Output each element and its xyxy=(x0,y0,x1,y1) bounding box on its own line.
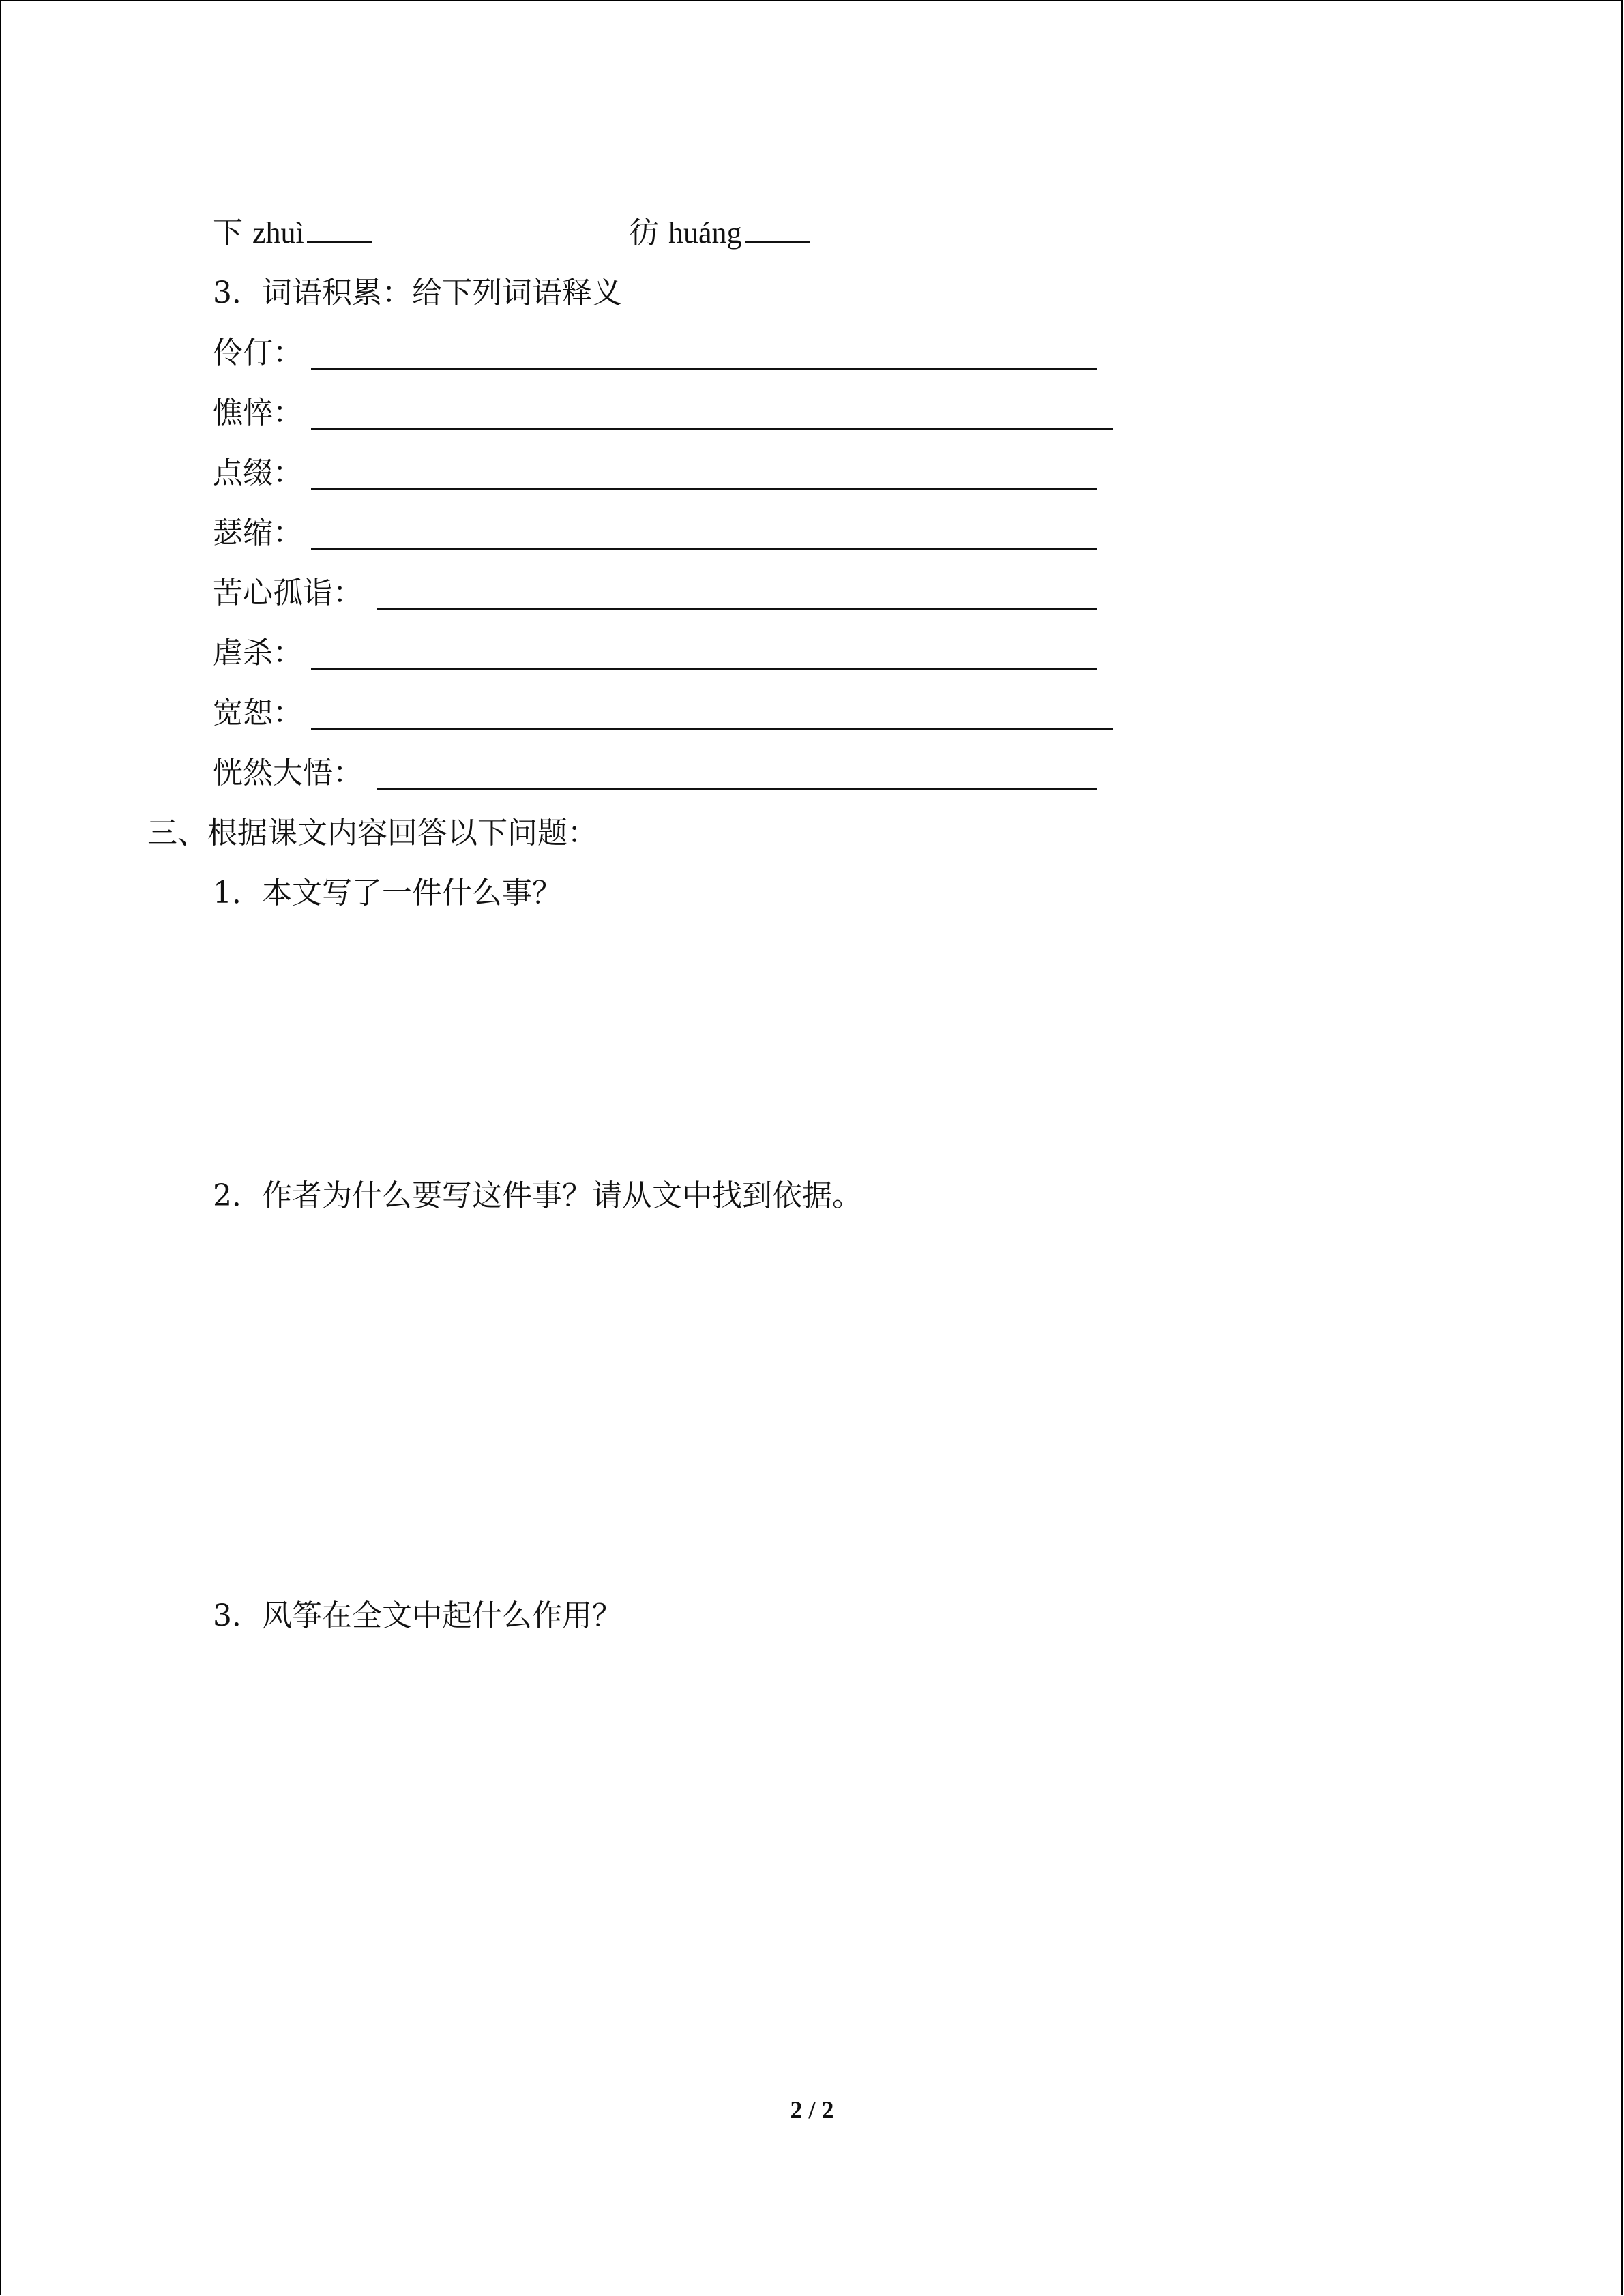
vocab-word-6: 虐杀： xyxy=(213,636,303,670)
vocab-word-1: 伶仃： xyxy=(213,336,303,370)
vocab-answer-line-8[interactable] xyxy=(377,788,1097,790)
vocab-word-8: 恍然大悟： xyxy=(213,756,363,790)
vocab-answer-line-4[interactable] xyxy=(311,548,1097,550)
vocab-answer-line-5[interactable] xyxy=(377,608,1097,610)
vocab-answer-line-2[interactable] xyxy=(311,428,1113,430)
pinyin-item-2-pinyin: huáng xyxy=(668,216,742,250)
vocab-word-3: 点缀： xyxy=(213,456,303,490)
pinyin-item-1-char: 下 xyxy=(213,215,243,250)
vocab-word-5: 苦心孤诣： xyxy=(213,576,363,610)
vocab-word-4: 瑟缩： xyxy=(213,516,303,550)
pinyin-item-1-pinyin: zhuì xyxy=(252,216,304,250)
vocab-answer-line-6[interactable] xyxy=(311,668,1097,670)
pinyin-item-2-blank[interactable] xyxy=(745,213,810,243)
section-3-heading: 三、根据课文内容回答以下问题： xyxy=(147,816,597,850)
page-number: 2 / 2 xyxy=(790,2096,834,2123)
pinyin-item-1-blank[interactable] xyxy=(307,213,372,243)
question-2: 2．作者为什么要写这件事？请从文中找到依据。 xyxy=(213,1178,862,1213)
vocab-answer-line-7[interactable] xyxy=(311,728,1113,730)
pinyin-item-2 xyxy=(629,213,810,254)
question-1: 1．本文写了一件什么事？ xyxy=(213,876,562,910)
vocab-answer-line-3[interactable] xyxy=(311,488,1097,490)
vocab-word-2: 憔悴： xyxy=(213,396,303,430)
pinyin-item-1 xyxy=(213,213,372,254)
question-3: 3．风筝在全文中起什么作用？ xyxy=(213,1598,622,1633)
vocab-answer-line-1[interactable] xyxy=(311,368,1097,370)
pinyin-item-2-char: 彷 xyxy=(629,215,659,250)
vocab-word-7: 宽恕： xyxy=(213,696,303,730)
vocab-heading: 3．词语积累：给下列词语释义 xyxy=(213,275,622,310)
